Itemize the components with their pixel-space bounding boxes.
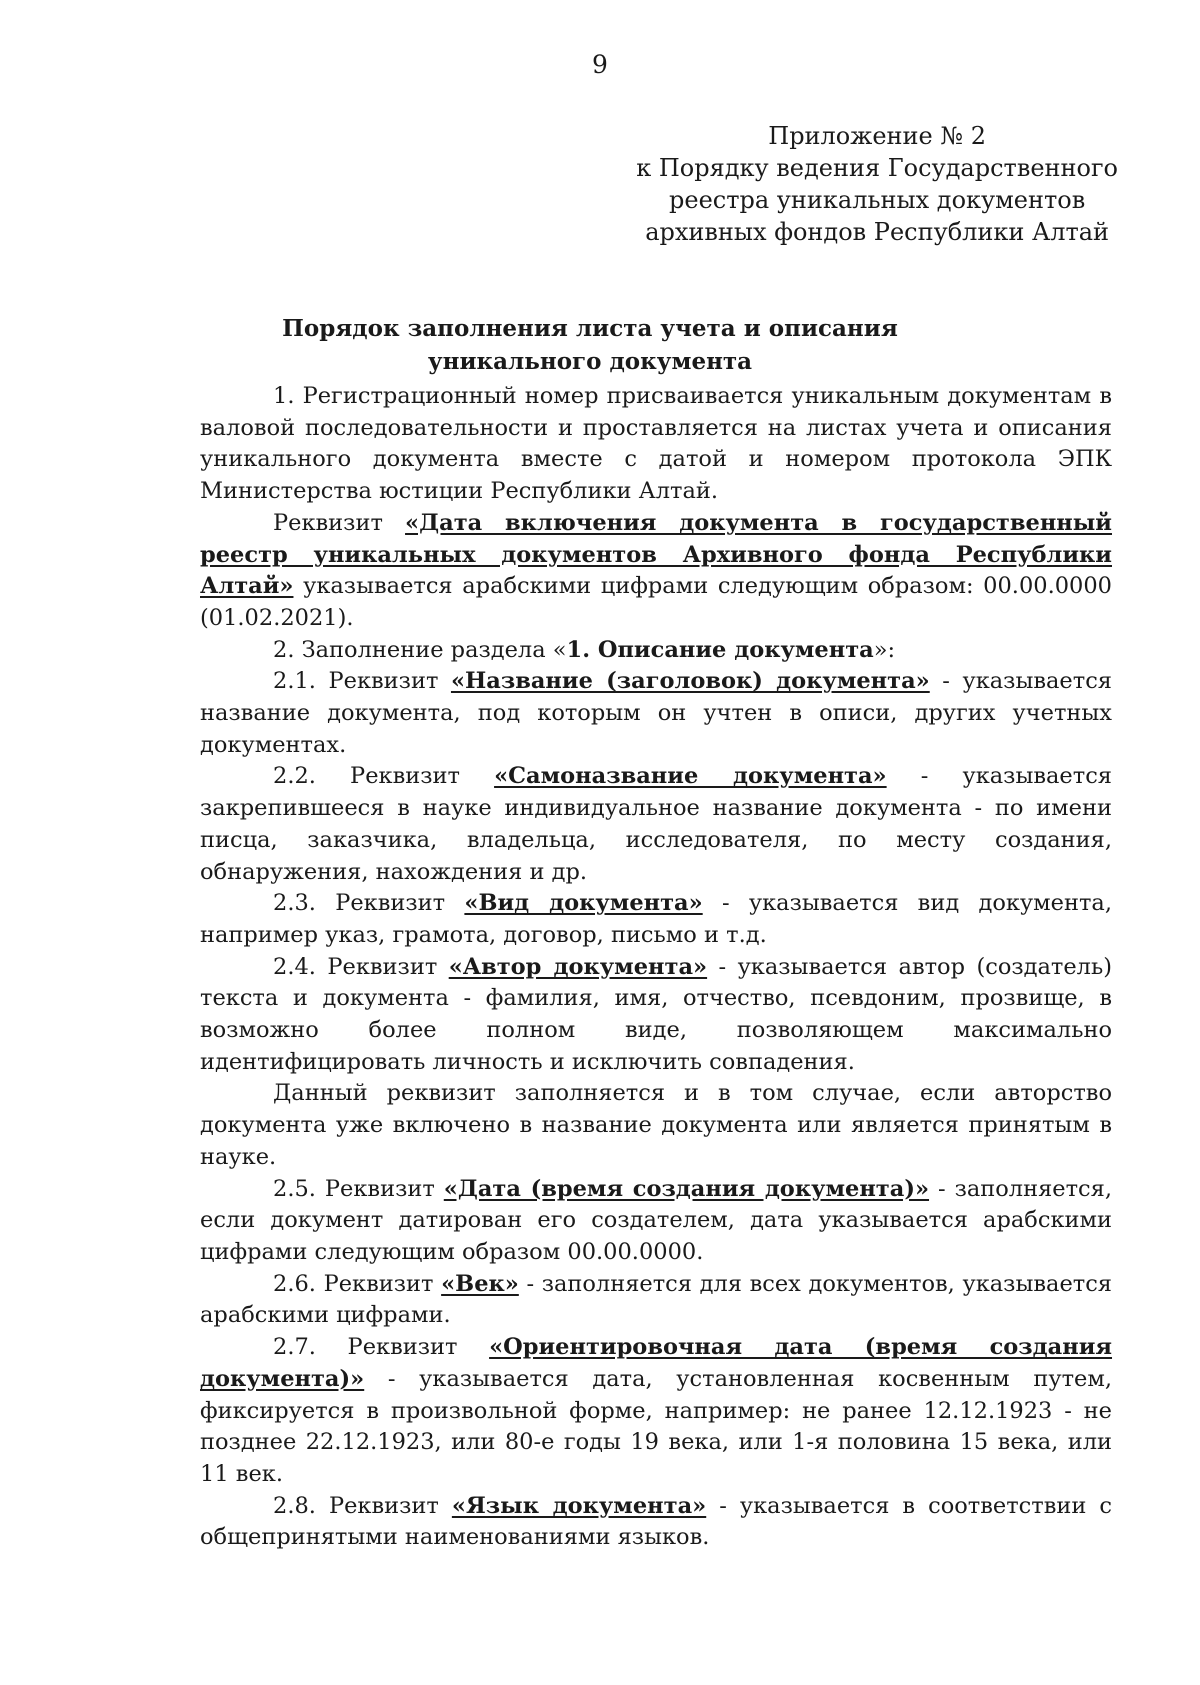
paragraph-2-7-pre: 2.7. Реквизит [273, 1334, 490, 1361]
section-name: 1. Описание документа [566, 636, 874, 663]
requisite-self-name: «Самоназвание документа» [494, 763, 887, 790]
requisite-language: «Язык документа» [451, 1492, 707, 1519]
requisite-date: «Дата (время создания документа)» [443, 1175, 930, 1202]
document-title [200, 312, 980, 378]
paragraph-author-note: Данный реквизит заполняется и в том случае, если авторство документа уже включено в название документа или является принятым в науке. [200, 1080, 1112, 1170]
paragraph-2 [200, 508, 1112, 635]
title-line-1: Порядок заполнения листа учета и описания [282, 315, 898, 342]
annex-line-1: Приложение № 2 [768, 122, 986, 150]
annex-line-3: реестра уникальных документов [669, 186, 1086, 214]
paragraph-2-2 [200, 761, 1112, 888]
paragraph-2-6 [200, 1269, 1112, 1332]
paragraph-2-8-post: - указывается в соответствии с общепринятыми наименованиями языков. [200, 1492, 1113, 1551]
requisite-title: «Название (заголовок) документа» [450, 668, 930, 695]
paragraph-2-2-post: - указывается закрепившееся в науке индивидуальное название документа - по имени писца, заказчика, владельца, исследователя, по месту создания, обнаружения, нахождения и др. [200, 763, 1112, 885]
paragraph-2-5-post: - заполняется, если документ датирован его создателем, дата указывается арабскими цифрами следующим образом 00.00.0000. [200, 1175, 1112, 1265]
paragraph-2-1-pre: 2.1. Реквизит [273, 668, 451, 695]
page-number: 9 [592, 50, 608, 79]
paragraph-2-4-pre: 2.4. Реквизит [273, 953, 449, 980]
paragraph-3-pre: 2. Заполнение раздела « [273, 636, 567, 663]
paragraph-2-6-post: - заполняется для всех документов, указывается арабскими цифрами. [200, 1270, 1112, 1329]
paragraph-3-post: »: [873, 636, 896, 663]
paragraph-2-post: указывается арабскими цифрами следующим образом: 00.00.0000 (01.02.2021). [200, 573, 1112, 631]
paragraph-2-5-pre: 2.5. Реквизит [273, 1175, 444, 1202]
paragraph-2-7 [200, 1332, 1112, 1491]
paragraph-2-1 [200, 666, 1112, 761]
paragraph-2-8-pre: 2.8. Реквизит [273, 1492, 452, 1519]
title-line-2: уникального документа [427, 348, 753, 375]
paragraph-2-6-pre: 2.6. Реквизит [273, 1270, 442, 1297]
annex-header [636, 120, 1118, 248]
requisite-century: «Век» [441, 1270, 519, 1297]
paragraph-2-2-pre: 2.2. Реквизит [273, 763, 495, 790]
paragraph-2-4-post: - указывается автор (создатель) текста и документа - фамилия, имя, отчество, псевдоним, прозвище, в возможно более полном виде, позволяющем максимально идентифицировать личность и исключить совпадения. [200, 953, 1112, 1075]
paragraph-1: 1. Регистрационный номер присваивается уникальным документам в валовой последовательности и проставляется на листах учета и описания уникального документа вместе с датой и номером протокола ЭПК Министерства юстиции Республики Алтай. [200, 383, 1112, 505]
requisite-inclusion-date: «Дата включения документа в государственный реестр уникальных документов Архивного фонда Республики Алтай» [200, 509, 1112, 600]
requisite-author: «Автор документа» [448, 953, 708, 980]
paragraph-2-3 [200, 888, 1112, 951]
paragraph-2-7-post: - указывается дата, установленная косвенным путем, фиксируется в произвольной форме, например: не ранее 12.12.1923 - не позднее 22.12.1923, или 80-е годы 19 века, или 1-я половина 15 века, или 11 век. [200, 1365, 1112, 1487]
paragraph-3 [200, 635, 1112, 667]
paragraph-2-1-post: - указывается название документа, под которым он учтен в описи, других учетных документах. [200, 668, 1112, 758]
paragraph-2-5 [200, 1174, 1112, 1269]
paragraph-2-8 [200, 1491, 1112, 1554]
annex-line-4: архивных фондов Республики Алтай [645, 218, 1110, 246]
paragraph-2-3-pre: 2.3. Реквизит [273, 890, 465, 917]
paragraph-2-pre: Реквизит [273, 509, 406, 536]
paragraph-2-3-post: - указывается вид документа, например указ, грамота, договор, письмо и т.д. [200, 890, 1112, 948]
requisite-doc-type: «Вид документа» [464, 890, 703, 917]
annex-line-2: к Порядку ведения Государственного [636, 154, 1118, 182]
paragraph-2-4 [200, 952, 1112, 1079]
document-body [200, 381, 1112, 1554]
requisite-approx-date: «Ориентировочная дата (время создания документа)» [200, 1334, 1113, 1392]
